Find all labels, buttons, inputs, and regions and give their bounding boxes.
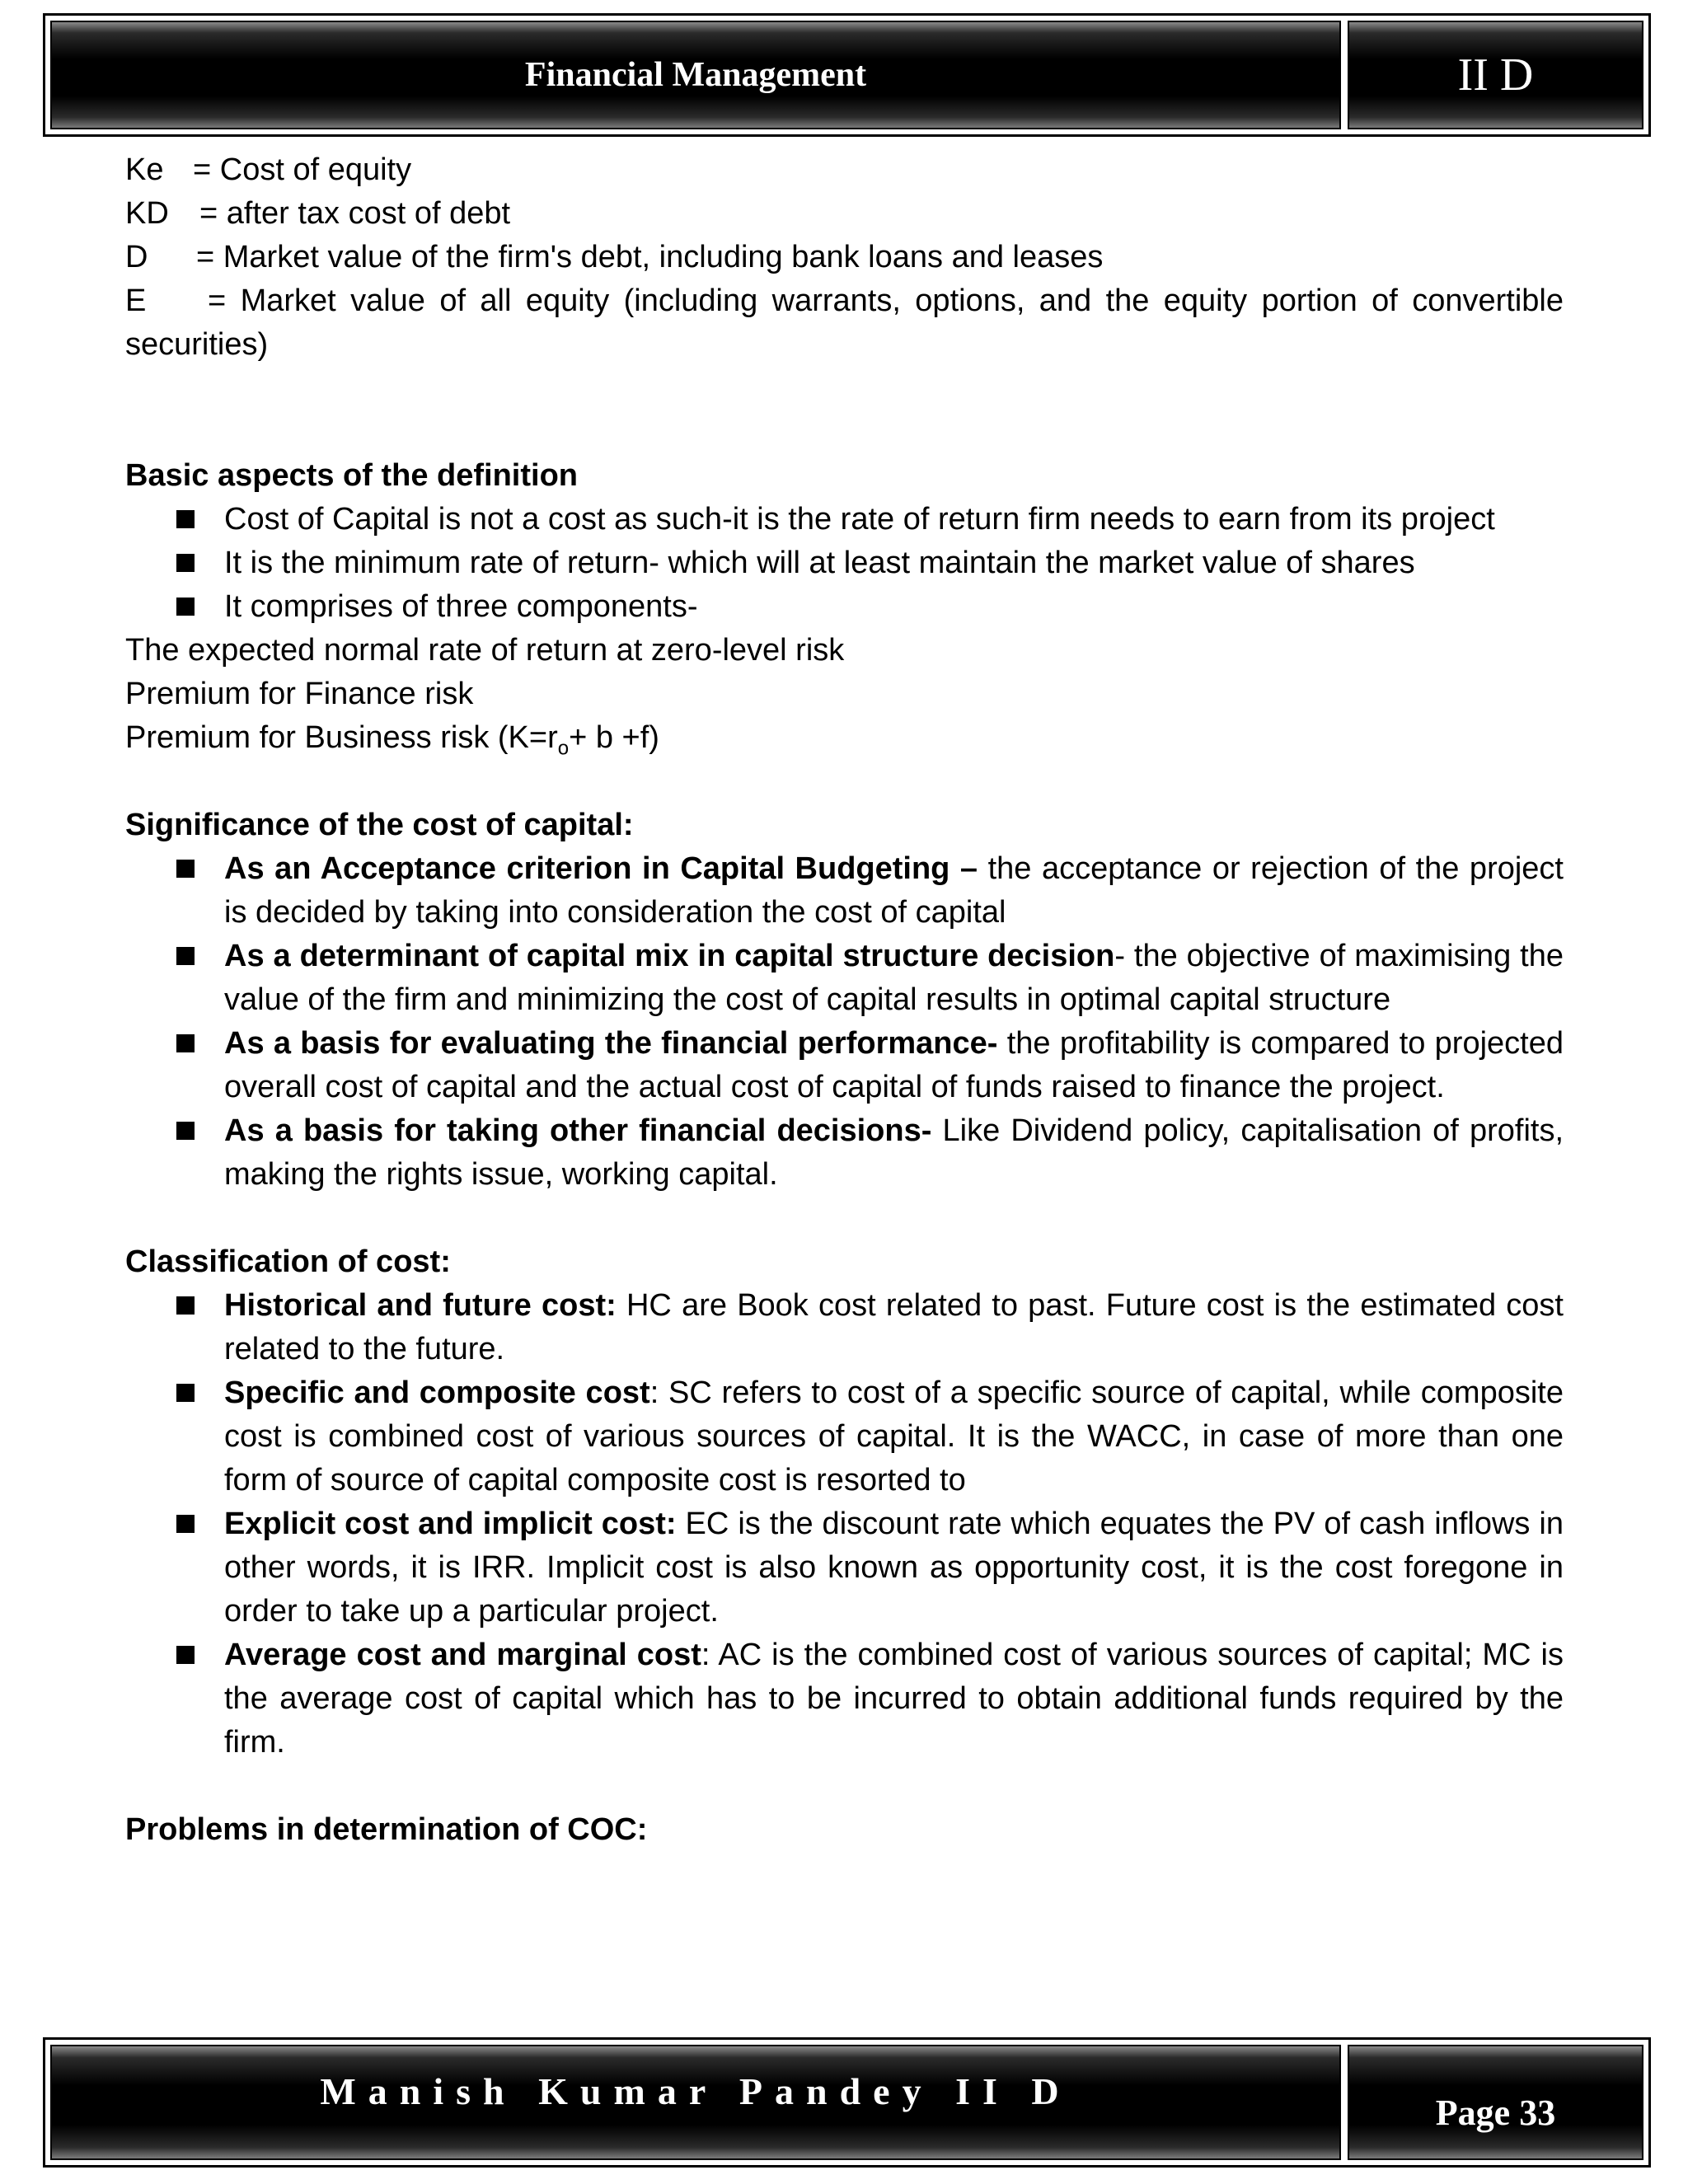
- classification-list: [125, 1284, 1564, 1765]
- list-item: As an Acceptance criterion in Capital Budgeting – the acceptance or rejection of the project is decided by taking into consideration the cost of capital: [125, 847, 1564, 935]
- footer-author-bar: [50, 2045, 1341, 2160]
- problems-heading: Problems in determination of COC:: [125, 1812, 648, 1847]
- significance-heading: Significance of the cost of capital:: [125, 808, 634, 842]
- list-item: As a basis for taking other financial decisions- Like Dividend policy, capitalisation of profits, making the rights issue, working capital.: [125, 1109, 1564, 1197]
- header-title-bar: [50, 21, 1341, 129]
- list-item: Specific and composite cost: SC refers to cost of a specific source of capital, while composite cost is combined cost of various sources of capital. It is the WACC, in case of more than one form of source of capital composite cost is resorted to: [125, 1371, 1564, 1502]
- list-item: Average cost and marginal cost: AC is the combined cost of various sources of capital; MC is the average cost of capital which has to be incurred to obtain additional funds required by the firm.: [125, 1633, 1564, 1765]
- definition-text: = Market value of the firm's debt, including bank loans and leases: [196, 240, 1104, 274]
- definition-d: [125, 236, 1564, 279]
- list-item: Explicit cost and implicit cost: EC is the discount rate which equates the PV of cash inflows in other words, it is IRR. Implicit cost is also known as opportunity cost, it is the cost foregone in order to take up a particular project.: [125, 1502, 1564, 1633]
- page-footer: [43, 2037, 1651, 2168]
- definition-e: [125, 279, 1564, 367]
- basic-aspects-heading: Basic aspects of the definition: [125, 458, 578, 493]
- definition-text: = Market value of all equity (including warrants, options, and the equity portion of convertible securities): [125, 284, 1564, 362]
- page-content: [125, 148, 1564, 1852]
- definition-symbol: Ke: [125, 152, 164, 187]
- square-bullet-icon: [176, 554, 195, 572]
- square-bullet-icon: [176, 947, 195, 965]
- definition-text: = Cost of equity: [193, 152, 412, 187]
- footer-page-bar: [1348, 2045, 1643, 2160]
- component-formula-line: Premium for Business risk $(K=r_o+ b +f)$: [125, 720, 659, 760]
- page-number: Page 33: [1435, 2092, 1556, 2133]
- component-line: Premium for Finance risk: [125, 677, 474, 711]
- list-item: As a determinant of capital mix in capital structure decision- the objective of maximising the value of the firm and minimizing the cost of capital results in optimal capital structure: [125, 935, 1564, 1022]
- page-header: [43, 13, 1651, 137]
- square-bullet-icon: [176, 860, 195, 878]
- square-bullet-icon: [176, 1646, 195, 1664]
- definition-kd: [125, 192, 1564, 236]
- basic-aspects-list: [125, 498, 1564, 629]
- header-code-bar: [1348, 21, 1643, 129]
- square-bullet-icon: [176, 1515, 195, 1533]
- list-item: Historical and future cost: HC are Book cost related to past. Future cost is the estimated cost related to the future.: [125, 1284, 1564, 1371]
- square-bullet-icon: [176, 1296, 195, 1315]
- footer-author: Manish Kumar Pandey II D: [320, 2069, 1071, 2112]
- definitions-block: [125, 148, 1564, 367]
- definition-symbol: D: [125, 240, 148, 274]
- square-bullet-icon: [176, 510, 195, 528]
- square-bullet-icon: [176, 598, 195, 616]
- header-title: Financial Management: [524, 56, 867, 94]
- square-bullet-icon: [176, 1384, 195, 1402]
- classification-heading: Classification of cost:: [125, 1244, 451, 1279]
- definition-text: = after tax cost of debt: [199, 196, 511, 231]
- header-code: II D: [1457, 49, 1534, 101]
- component-line: The expected normal rate of return at zero-level risk: [125, 633, 845, 668]
- definition-ke: [125, 148, 1564, 192]
- list-item: It is the minimum rate of return- which will at least maintain the market value of shares: [125, 541, 1564, 585]
- square-bullet-icon: [176, 1034, 195, 1052]
- list-item: It comprises of three components-: [125, 585, 1564, 629]
- significance-list: [125, 847, 1564, 1197]
- definition-symbol: E: [125, 284, 147, 318]
- list-item: As a basis for evaluating the financial performance- the profitability is compared to projected overall cost of capital and the actual cost of capital of funds raised to finance the project.: [125, 1022, 1564, 1109]
- square-bullet-icon: [176, 1122, 195, 1140]
- definition-symbol: KD: [125, 196, 169, 231]
- list-item: Cost of Capital is not a cost as such-it is the rate of return firm needs to earn from its project: [125, 498, 1564, 541]
